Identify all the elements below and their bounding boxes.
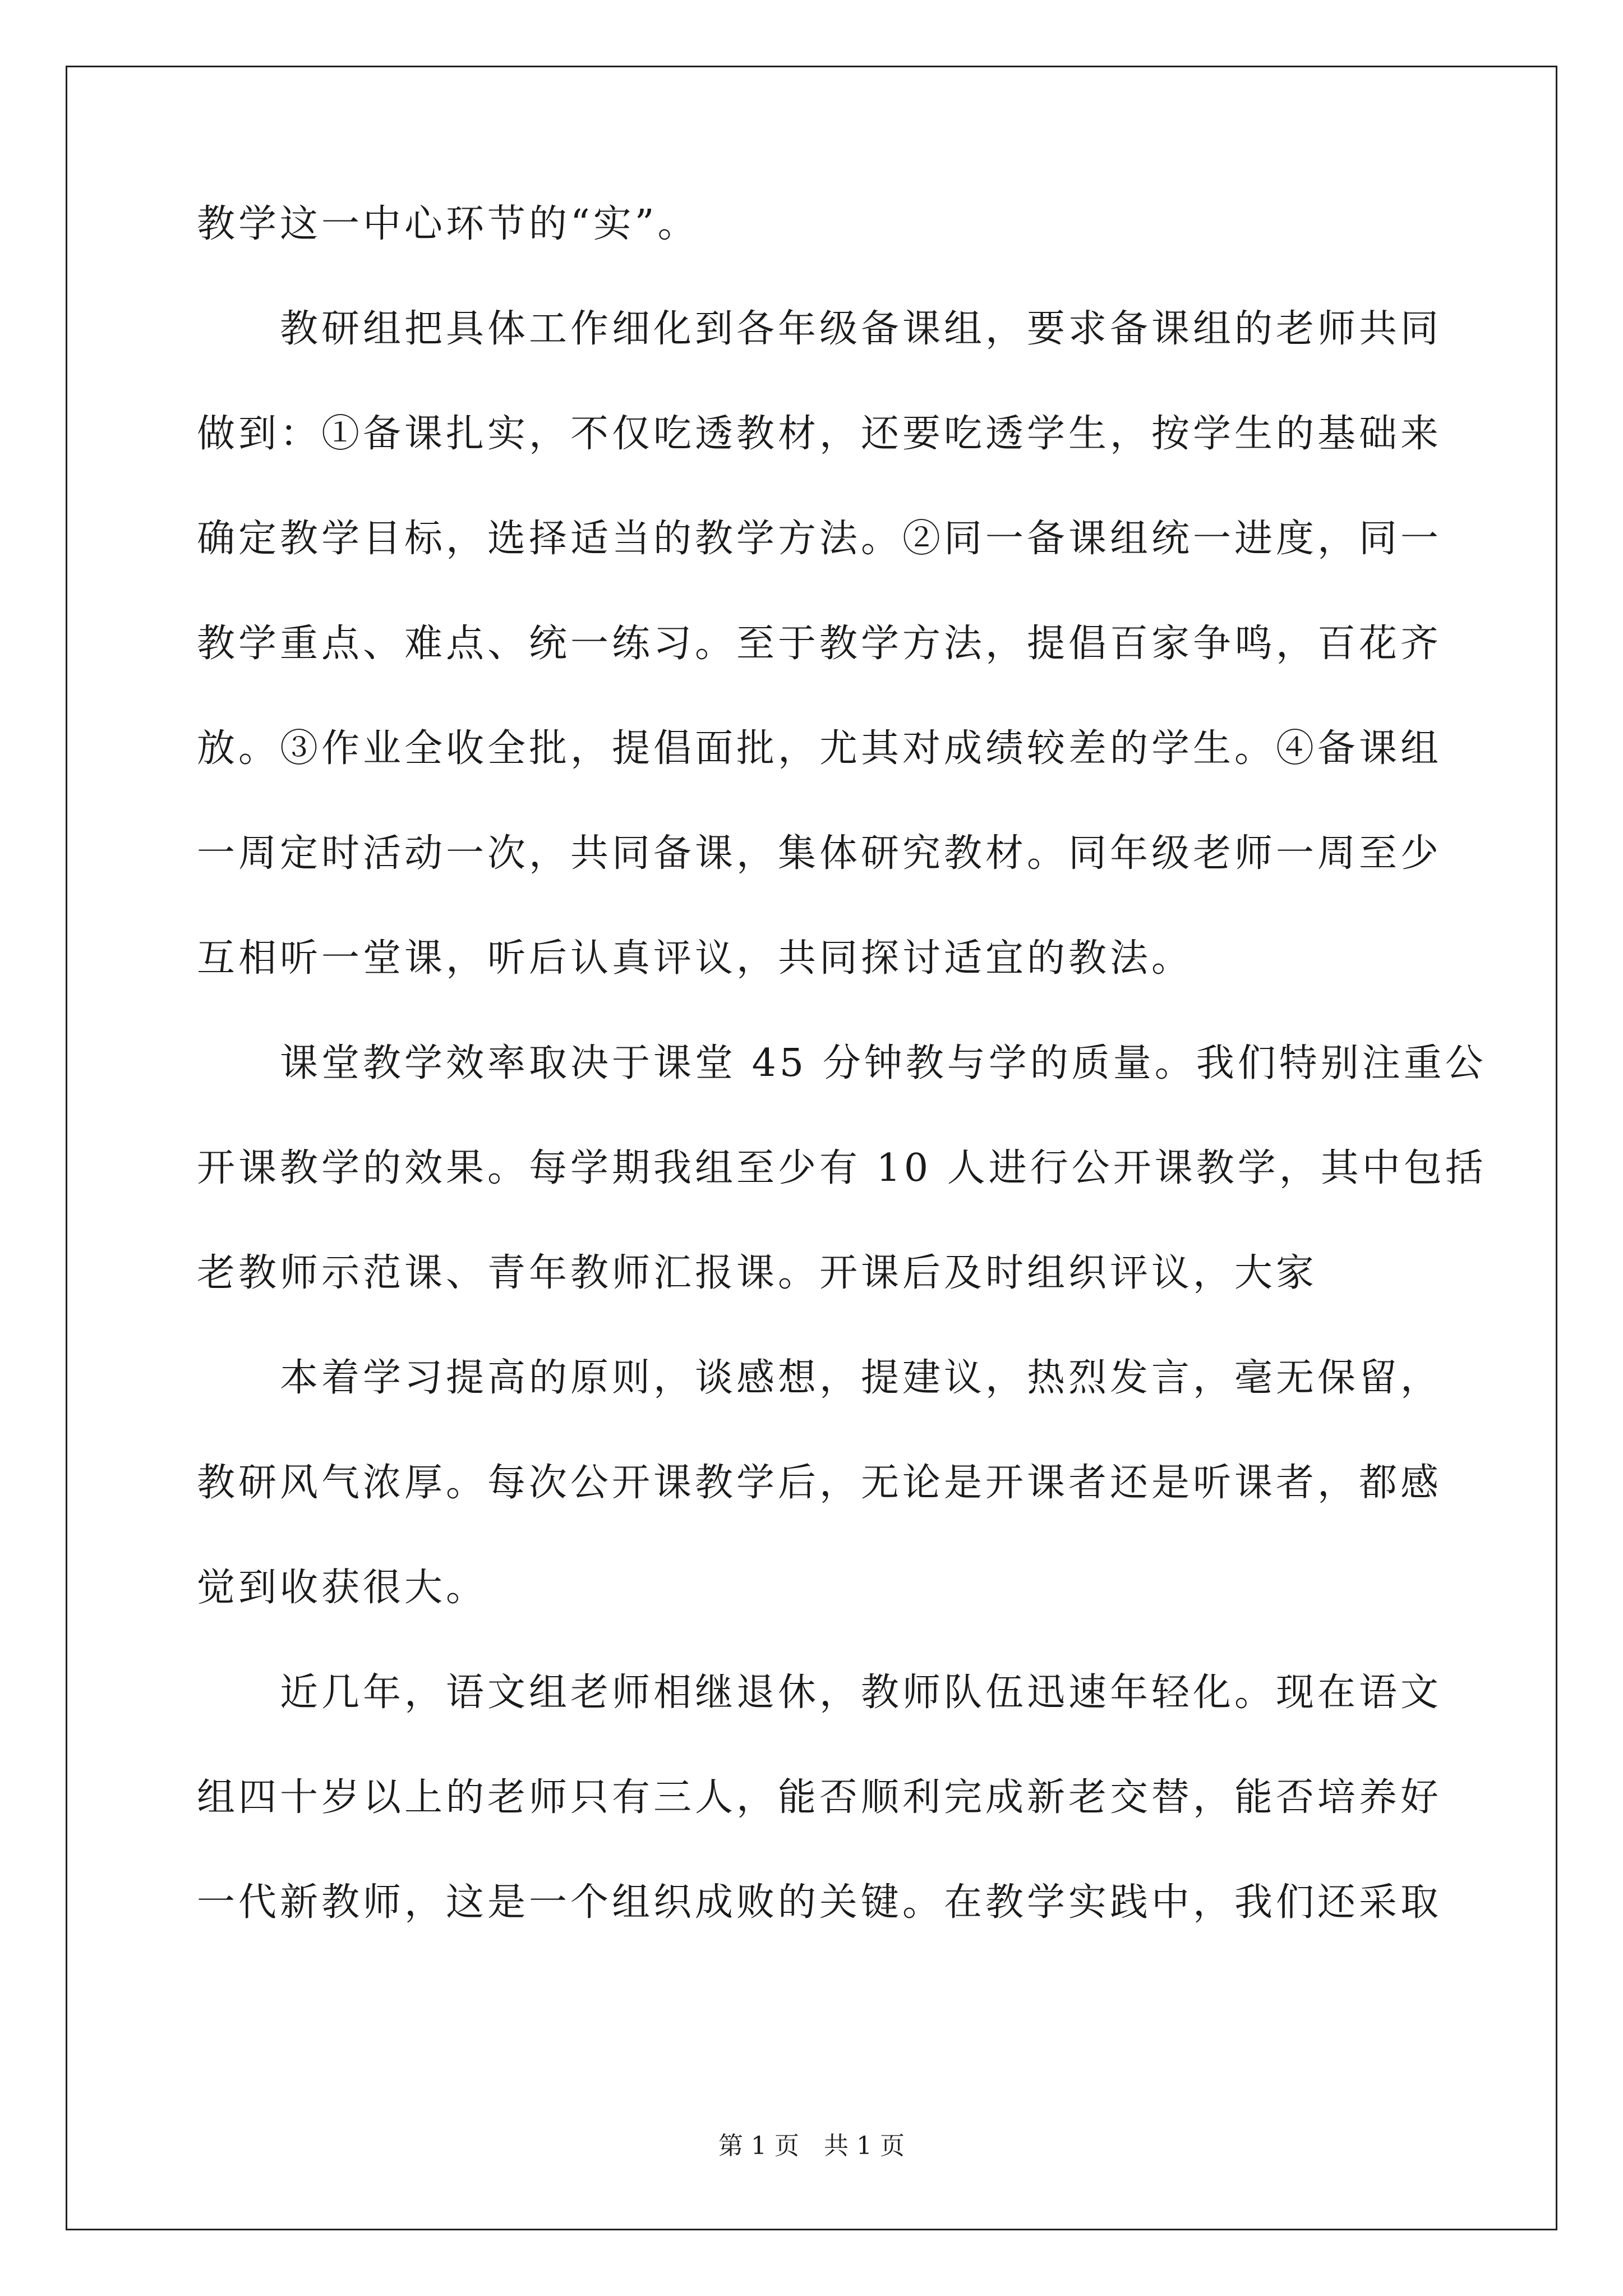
page-number: 第 1 页 共 1 页 <box>718 2132 905 2160</box>
text-line: 放。③作业全收全批，提倡面批，尤其对成绩较差的学生。④备课组 <box>197 726 1442 771</box>
text-line: 做到：①备课扎实，不仅吃透教材，还要吃透学生，按学生的基础来 <box>197 412 1442 456</box>
text-line: 一周定时活动一次，共同备课，集体研究教材。同年级老师一周至少 <box>197 831 1442 876</box>
text-line: 课堂教学效率取决于课堂 45 分钟教与学的质量。我们特别注重公 <box>197 1041 1487 1085</box>
text-line: 一代新教师，这是一个组织成败的关键。在教学实践中，我们还采取 <box>197 1880 1442 1925</box>
text-line: 开课教学的效果。每学期我组至少有 10 人进行公开课教学，其中包括 <box>197 1146 1487 1190</box>
text-line: 本着学习提高的原则，谈感想，提建议，热烈发言，毫无保留， <box>197 1356 1442 1400</box>
text-line: 教学这一中心环节的“实”。 <box>197 202 699 246</box>
text-line: 教学重点、难点、统一练习。至于教学方法，提倡百家争鸣，百花齐 <box>197 622 1442 666</box>
text-line: 教研风气浓厚。每次公开课教学后，无论是开课者还是听课者，都感 <box>197 1461 1442 1505</box>
text-line: 互相听一堂课，听后认真评议，共同探讨适宜的教法。 <box>197 936 1193 981</box>
text-line: 老教师示范课、青年教师汇报课。开课后及时组织评议，大家 <box>197 1251 1318 1295</box>
text-line: 确定教学目标，选择适当的教学方法。②同一备课组统一进度，同一 <box>197 517 1442 561</box>
text-line: 教研组把具体工作细化到各年级备课组，要求备课组的老师共同 <box>197 307 1442 351</box>
text-line: 组四十岁以上的老师只有三人，能否顺利完成新老交替，能否培养好 <box>197 1775 1442 1820</box>
text-line: 觉到收获很大。 <box>197 1566 488 1610</box>
text-line: 近几年，语文组老师相继退休，教师队伍迅速年轻化。现在语文 <box>197 1671 1442 1715</box>
